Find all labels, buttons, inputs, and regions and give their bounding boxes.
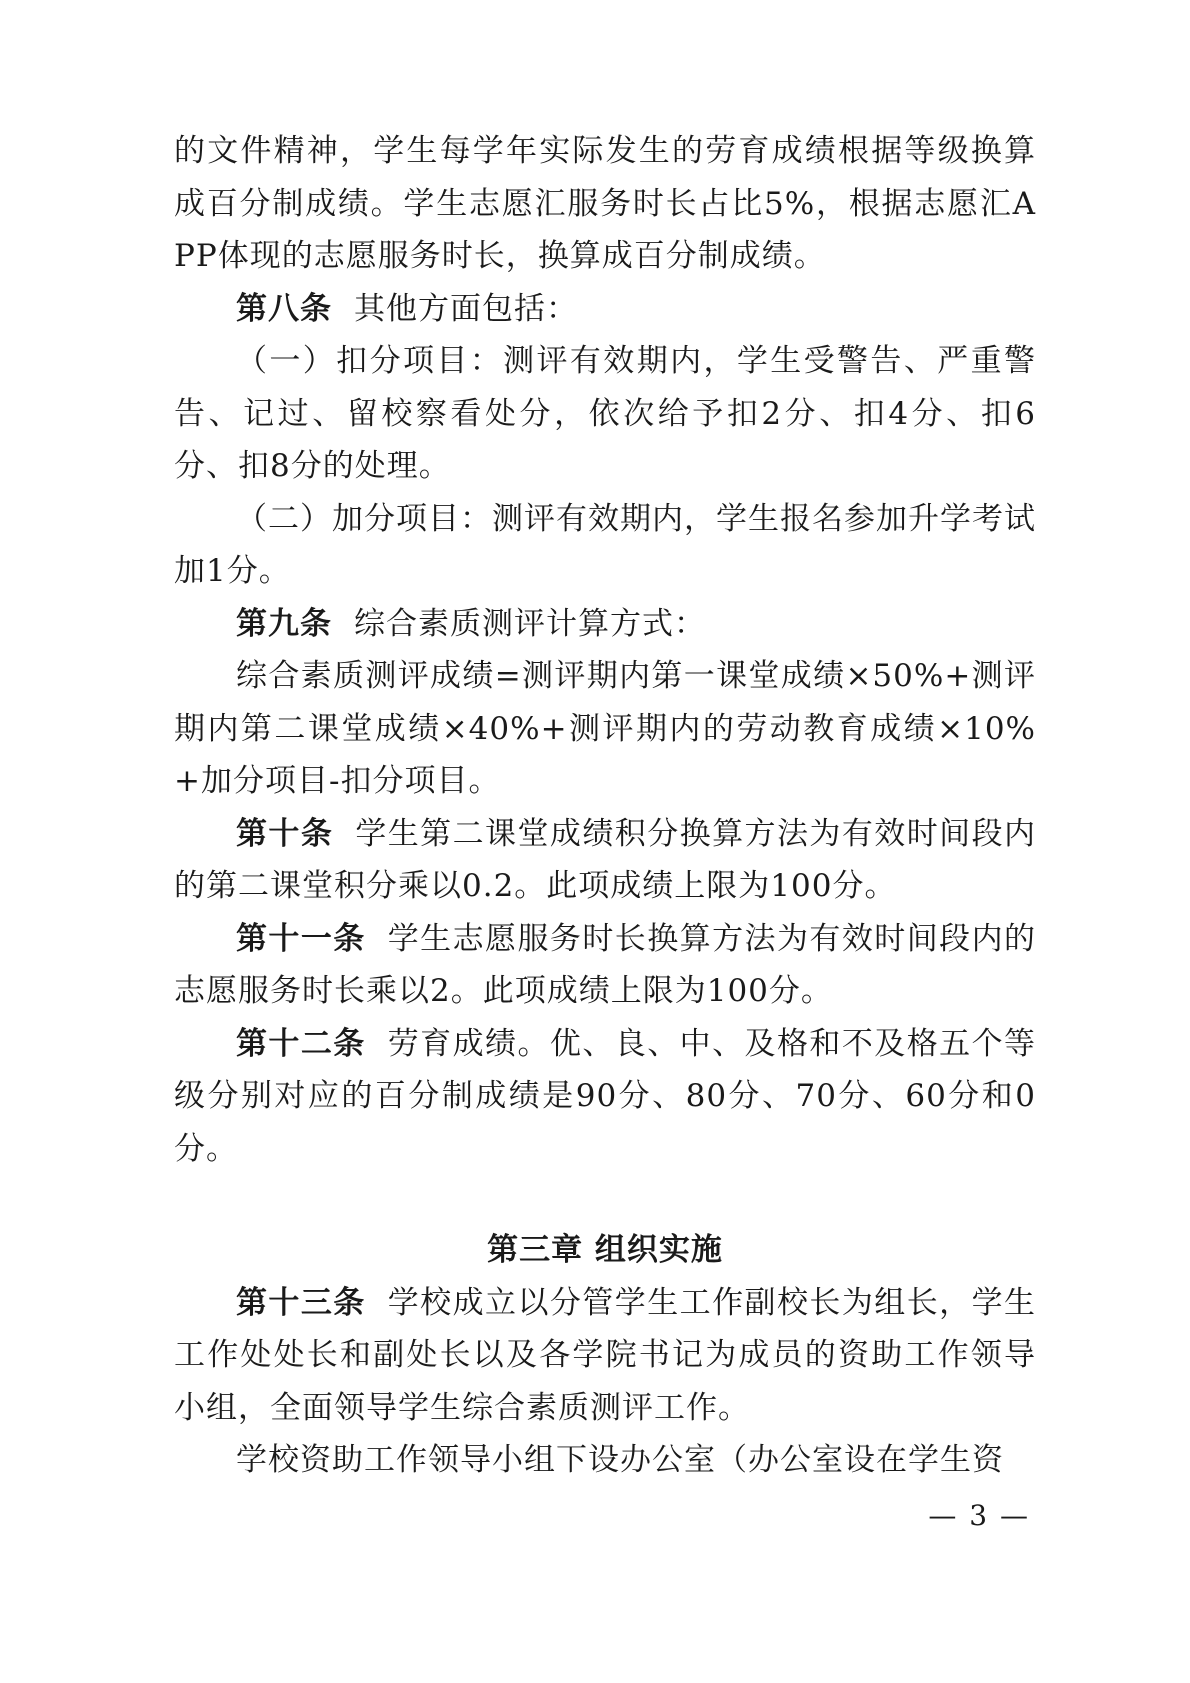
paragraph bbox=[174, 1018, 1036, 1176]
chapter-heading: 第三章 组织实施 bbox=[487, 1232, 723, 1268]
document-body bbox=[174, 125, 1036, 1487]
paragraph bbox=[174, 650, 1036, 808]
article-title: 第十一条 bbox=[236, 920, 366, 957]
paragraph bbox=[174, 125, 1036, 283]
paragraph bbox=[174, 493, 1036, 598]
paragraphs-bottom bbox=[174, 1277, 1036, 1487]
paragraph-text: 的文件精神，学生每学年实际发生的劳育成绩根据等级换算成百分制成绩。学生志愿汇服务时长占比5%，根据志愿汇APP体现的志愿服务时长，换算成百分制成绩。 bbox=[174, 133, 1036, 274]
paragraph bbox=[174, 335, 1036, 493]
paragraph-text: 学生志愿服务时长换算方法为有效时间段内的志愿服务时长乘以2。此项成绩上限为100分。 bbox=[174, 920, 1037, 1009]
article-title: 第十条 bbox=[236, 815, 334, 852]
paragraphs-top bbox=[174, 125, 1036, 1175]
paragraph bbox=[174, 1277, 1036, 1435]
article-title: 第九条 bbox=[236, 605, 332, 642]
paragraph-text: 综合素质测评计算方式： bbox=[354, 605, 706, 642]
paragraph-text: 劳育成绩。优、良、中、及格和不及格五个等级分别对应的百分制成绩是90分、80分、70分、60分和0分。 bbox=[174, 1025, 1037, 1167]
paragraph-text: （一）扣分项目：测评有效期内，学生受警告、严重警告、记过、留校察看处分，依次给予扣2分、扣4分、扣6分、扣8分的处理。 bbox=[174, 343, 1036, 484]
paragraph bbox=[174, 808, 1036, 913]
paragraph bbox=[174, 1434, 1036, 1487]
paragraph-text: （二）加分项目：测评有效期内，学生报名参加升学考试加1分。 bbox=[174, 500, 1036, 589]
paragraph-text: 其他方面包括： bbox=[354, 290, 578, 327]
paragraph-text: 学校资助工作领导小组下设办公室（办公室设在学生资 bbox=[236, 1442, 1004, 1478]
paragraph bbox=[174, 913, 1036, 1018]
article-title: 第十二条 bbox=[236, 1025, 366, 1062]
article-title: 第八条 bbox=[236, 290, 332, 327]
paragraph-text: 学生第二课堂成绩积分换算方法为有效时间段内的第二课堂积分乘以0.2。此项成绩上限为100分。 bbox=[174, 815, 1037, 904]
article-title: 第十三条 bbox=[236, 1284, 366, 1321]
paragraph-text: 综合素质测评成绩=测评期内第一课堂成绩×50%+测评期内第二课堂成绩×40%+测评期内的劳动教育成绩×10%+加分项目-扣分项目。 bbox=[174, 658, 1036, 799]
paragraph bbox=[174, 598, 1036, 651]
page-number: — 3 — bbox=[928, 1499, 1030, 1532]
paragraph bbox=[174, 283, 1036, 336]
paragraph-text: 学校成立以分管学生工作副校长为组长，学生工作处处长和副处长以及各学院书记为成员的资助工作领导小组，全面领导学生综合素质测评工作。 bbox=[174, 1284, 1037, 1426]
